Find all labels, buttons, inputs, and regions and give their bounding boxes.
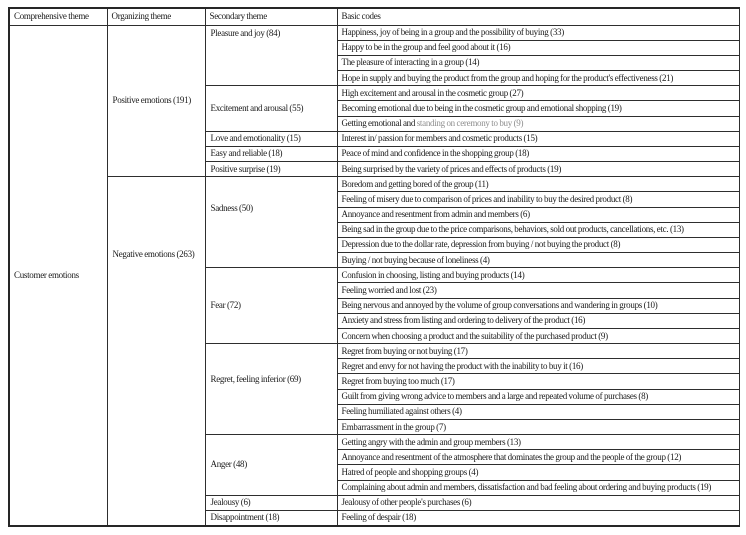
secondary-theme-anger: Anger (48)	[205, 435, 337, 496]
basic-code-cell-split	[337, 116, 739, 131]
secondary-theme-easy-and-reliable: Easy and reliable (18)	[205, 146, 337, 161]
basic-code-black-segment: Getting emotional and	[341, 118, 417, 129]
basic-code-cell: Becoming emotional due to being in the cosmetic group and emotional shopping (19)	[337, 101, 739, 116]
basic-code-cell: Interest in/ passion for members and cosmetic products (15)	[337, 131, 739, 146]
organizing-theme-negative-emotions: Negative emotions (263)	[107, 177, 205, 526]
basic-code-cell: Jealousy of other people's purchases (6)	[337, 495, 739, 510]
column-header-organizing-theme: Organizing theme	[107, 8, 205, 25]
basic-code-cell: High excitement and arousal in the cosmetic group (27)	[337, 86, 739, 101]
comprehensive-theme-cell: Customer emotions	[9, 25, 107, 526]
basic-code-cell: Regret from buying too much (17)	[337, 374, 739, 389]
basic-code-cell: Getting angry with the admin and group members (13)	[337, 435, 739, 450]
column-header-comprehensive-theme: Comprehensive theme	[9, 8, 107, 25]
column-header-secondary-theme: Secondary theme	[205, 8, 337, 25]
table-row	[9, 25, 739, 40]
header-row	[9, 8, 739, 25]
basic-code-cell: Being nervous and annoyed by the volume of group conversations and wandering in groups (10)	[337, 298, 739, 313]
basic-code-cell: Embarrassment in the group (7)	[337, 419, 739, 434]
secondary-theme-regret-feeling-inferior: Regret, feeling inferior (69)	[205, 344, 337, 435]
basic-code-cell: Regret from buying or not buying (17)	[337, 344, 739, 359]
basic-code-cell: Being surprised by the variety of prices and effects of products (19)	[337, 162, 739, 177]
secondary-theme-fear: Fear (72)	[205, 268, 337, 344]
basic-code-cell: Regret and envy for not having the product with the inability to buy it (16)	[337, 359, 739, 374]
basic-code-cell: Annoyance and resentment from admin and members (6)	[337, 207, 739, 222]
basic-code-cell: The pleasure of interacting in a group (14)	[337, 55, 739, 70]
basic-code-cell: Depression due to the dollar rate, depression from buying / not buying the product (8)	[337, 237, 739, 252]
basic-code-cell: Boredom and getting bored of the group (11)	[337, 177, 739, 192]
basic-code-cell: Happy to be in the group and feel good about it (16)	[337, 40, 739, 55]
basic-code-cell: Anxiety and stress from listing and ordering to delivery of the product (16)	[337, 313, 739, 328]
basic-code-cell: Happiness, joy of being in a group and the possibility of buying (33)	[337, 25, 739, 40]
basic-code-cell: Being sad in the group due to the price comparisons, behaviors, sold out products, cancellations, etc. (13)	[337, 222, 739, 237]
basic-code-cell: Concern when choosing a product and the suitability of the purchased product (9)	[337, 328, 739, 343]
secondary-theme-pleasure-and-joy: Pleasure and joy (84)	[205, 25, 337, 86]
basic-code-cell: Hope in supply and buying the product from the group and hoping for the product's effectiveness (21)	[337, 71, 739, 86]
basic-code-cell: Feeling of misery due to comparison of prices and inability to buy the desired product (8)	[337, 192, 739, 207]
secondary-theme-positive-surprise: Positive surprise (19)	[205, 162, 337, 177]
secondary-theme-love-and-emotionality: Love and emotionality (15)	[205, 131, 337, 146]
basic-code-cell: Buying / not buying because of loneliness (4)	[337, 253, 739, 268]
column-header-basic-codes: Basic codes	[337, 8, 739, 25]
basic-code-cell: Guilt from giving wrong advice to members and a large and repeated volume of purchases (8)	[337, 389, 739, 404]
secondary-theme-sadness: Sadness (50)	[205, 177, 337, 268]
basic-code-cell: Feeling humiliated against others (4)	[337, 404, 739, 419]
basic-code-cell: Confusion in choosing, listing and buying products (14)	[337, 268, 739, 283]
table-row	[9, 177, 739, 192]
basic-code-gray-segment: standing on ceremony to buy (9)	[416, 118, 524, 129]
coding-table	[8, 7, 740, 527]
basic-code-cell: Hatred of people and shopping groups (4)	[337, 465, 739, 480]
organizing-theme-positive-emotions: Positive emotions (191)	[107, 25, 205, 177]
secondary-theme-jealousy: Jealousy (6)	[205, 495, 337, 510]
basic-code-cell: Complaining about admin and members, dissatisfaction and bad feeling about ordering and buying products (19)	[337, 480, 739, 495]
basic-code-cell: Feeling worried and lost (23)	[337, 283, 739, 298]
basic-code-cell: Feeling of despair (18)	[337, 511, 739, 526]
secondary-theme-excitement-and-arousal: Excitement and arousal (55)	[205, 86, 337, 132]
secondary-theme-disappointment: Disappointment (18)	[205, 511, 337, 526]
basic-code-cell: Annoyance and resentment of the atmosphere that dominates the group and the people of the group (12)	[337, 450, 739, 465]
basic-code-cell: Peace of mind and confidence in the shopping group (18)	[337, 146, 739, 161]
